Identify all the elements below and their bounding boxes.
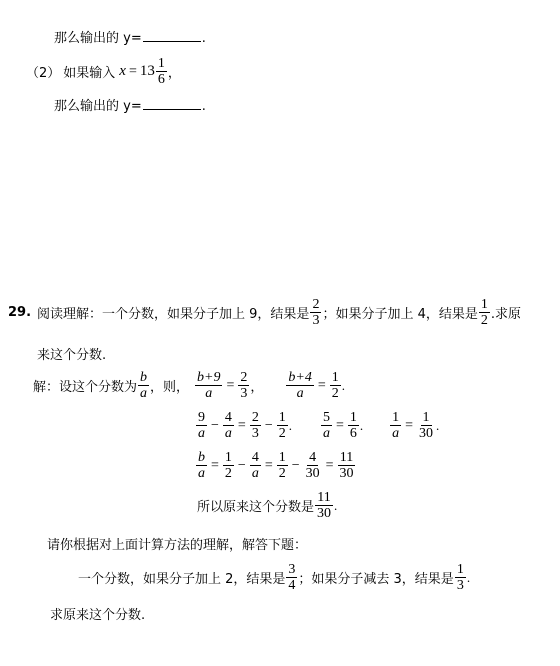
fraction-b-over-a: $\frac{b}{a}$ [140, 370, 148, 401]
new-problem-line: 一个分数，如果分子加上 2，结果是 $\frac{3}{4}$ ；如果分子减去 3，结果是 $\frac{1}{3}$ . [78, 562, 471, 593]
task-instruction: 请你根据对上面计算方法的理解，解答下题： [47, 538, 308, 553]
eq1-right: $\frac{2}{3}$ [240, 370, 248, 401]
answer-blank-1[interactable] [143, 29, 201, 42]
solution-line-2: $\frac{9}{a}$ − $\frac{4}{a}$ = $\frac{2}{3}$ − $\frac{1}{2}$ . $\frac{5}{a}$ = $\frac{1}{6}$ . $\frac{1}{a}$ = $\frac{1}{30}$ . [198, 410, 440, 441]
part2-input-line: （2） 如果输入 x = 13 $\frac{1}{6}$ ， [26, 56, 181, 87]
eq2-left: $\frac{b+4}{a}$ [288, 370, 312, 401]
fraction-3-4: $\frac{3}{4}$ [288, 562, 296, 593]
eq1-left: $\frac{b+9}{a}$ [197, 370, 221, 401]
solution-line-1: 解：设这个分数为 $\frac{b}{a}$ ，则， $\frac{b+9}{a}$ = $\frac{2}{3}$ ， $\frac{b+4}{a}$ = $\frac{1}{2}$ . [33, 370, 346, 401]
q29-intro-line: 29. 阅读理解：一个分数，如果分子加上 9，结果是 $\frac{2}{3}$ ；如果分子加上 4，结果是 $\frac{1}{2}$ .求原 [8, 297, 521, 328]
solution-label: 解：设这个分数为 [33, 380, 138, 395]
part2-index: （2） [26, 66, 61, 81]
answer-blank-2[interactable] [143, 97, 201, 110]
answer-fraction: $\frac{11}{30}$ [317, 490, 332, 521]
mixed-whole: 13 [139, 63, 155, 79]
part2-text: 如果输入 [63, 66, 116, 81]
fraction-1-3: $\frac{1}{3}$ [456, 562, 464, 593]
part1-output-label: 那么输出的 y= [54, 31, 142, 46]
solution-line-3: $\frac{b}{a}$ = $\frac{1}{2}$ − $\frac{4}{a}$ = $\frac{1}{2}$ − $\frac{4}{30}$ = $\frac{11}{30}$ [198, 450, 354, 481]
solution-conclusion: 所以原来这个分数是 $\frac{11}{30}$ . [197, 490, 338, 521]
q29-intro-line2: 来这个分数. [37, 348, 107, 363]
part2-output-label: 那么输出的 y= [54, 99, 142, 114]
fraction-2-3: $\frac{2}{3}$ [312, 297, 320, 328]
mixed-fraction: $\frac{1}{6}$ [157, 56, 165, 87]
eq2-right: $\frac{1}{2}$ [331, 370, 339, 401]
var-x: x [119, 63, 126, 79]
part1-output-line: 那么输出的 y= . [54, 31, 206, 46]
part2-output-line: 那么输出的 y= . [54, 99, 206, 114]
question-number: 29. [8, 305, 32, 320]
fraction-1-2: $\frac{1}{2}$ [480, 297, 488, 328]
final-question: 求原来这个分数. [50, 608, 146, 623]
